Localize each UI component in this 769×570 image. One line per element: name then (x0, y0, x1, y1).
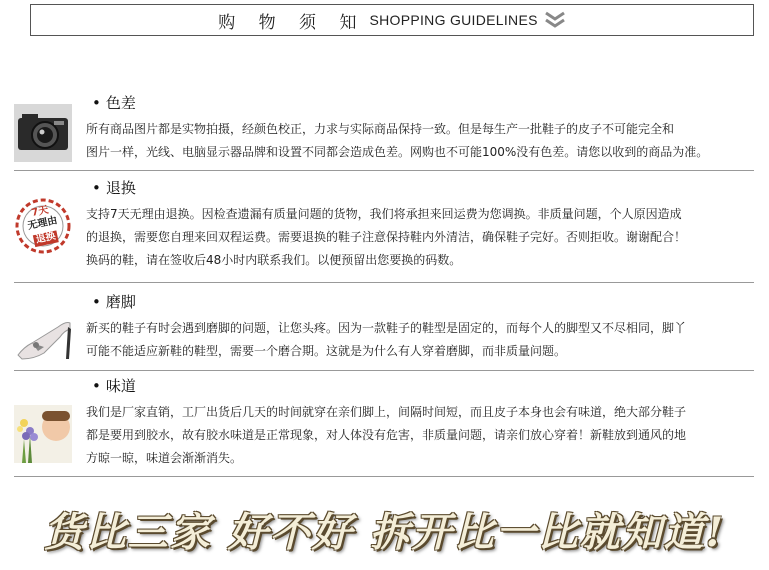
section-body (86, 317, 756, 363)
section-divider (14, 370, 754, 371)
section-heading: • 色差 (92, 94, 136, 112)
section-returns (14, 177, 756, 275)
body-line: 我们是厂家直销，工厂出货后几天的时间就穿在亲们脚上，间隔时间短，而且皮子本身也会有味道，绝大部分鞋子 (86, 405, 687, 419)
body-line: 方晾一晾，味道会渐渐消失。 (86, 451, 243, 465)
body-line: 换码的鞋，请在签收后48小时内联系我们。以便预留出您要换的码数。 (86, 253, 462, 267)
section-smell (14, 375, 756, 473)
section-body (86, 203, 756, 272)
section-divider (14, 476, 754, 477)
body-line: 图片一样，光线、电脑显示器品牌和设置不同都会造成色差。网购也不可能100%没有色差。请您以收到的商品为准。 (86, 145, 709, 159)
body-line: 都是要用到胶水，故有胶水味道是正常现象，对人体没有危害，非质量问题，请亲们放心穿着！新鞋放到通风的地 (86, 428, 687, 442)
section-heading: • 退换 (92, 179, 136, 197)
body-line: 所有商品图片都是实物拍摄，经颜色校正，力求与实际商品保持一致。但是每生产一批鞋子的皮子不可能完全和 (86, 122, 675, 136)
high-heel-shoe-icon (14, 303, 72, 361)
section-heading: • 味道 (92, 377, 136, 395)
return-stamp-icon (14, 197, 72, 255)
section-color-difference (14, 92, 756, 168)
stamp-text: 无理由 (26, 215, 59, 233)
stamp-text: 7天 (30, 204, 50, 219)
section-foot-rubbing (14, 291, 756, 367)
guidelines-header (30, 4, 754, 36)
header-title-en: SHOPPING GUIDELINES (369, 12, 538, 28)
double-chevron-down-icon (544, 11, 566, 29)
body-line: 支持7天无理由退换。因检查遗漏有质量问题的货物，我们将承担来回运费为您调换。非质量问题，个人原因造成 (86, 207, 682, 221)
section-divider (14, 170, 754, 171)
section-divider (14, 282, 754, 283)
camera-icon (14, 104, 72, 162)
body-line: 新买的鞋子有时会遇到磨脚的问题，让您头疼。因为一款鞋子的鞋型是固定的，而每个人的脚型又不尽相同，脚丫 (86, 321, 687, 335)
slogan-banner (0, 496, 769, 562)
header-title-cn: 购 物 须 知 (218, 12, 366, 33)
stamp-text: 退换 (33, 230, 59, 247)
section-heading: • 磨脚 (92, 293, 136, 311)
section-heading-text: 退换 (105, 179, 136, 197)
flower-smell-icon (14, 405, 72, 463)
body-line: 的退换，需要您自理来回双程运费。需要退换的鞋子注意保持鞋内外清洁，确保鞋子完好。否则拒收。谢谢配合！ (86, 230, 687, 244)
body-line: 可能不能适应新鞋的鞋型，需要一个磨合期。这就是为什么有人穿着磨脚，而非质量问题。 (86, 344, 567, 358)
section-heading-text: 磨脚 (105, 293, 136, 311)
section-body (86, 118, 756, 164)
section-heading-text: 味道 (105, 377, 136, 395)
section-body (86, 401, 756, 470)
section-heading-text: 色差 (105, 94, 136, 112)
slogan-text: 货比三家 好不好 拆开比一比就知道! (43, 508, 726, 556)
